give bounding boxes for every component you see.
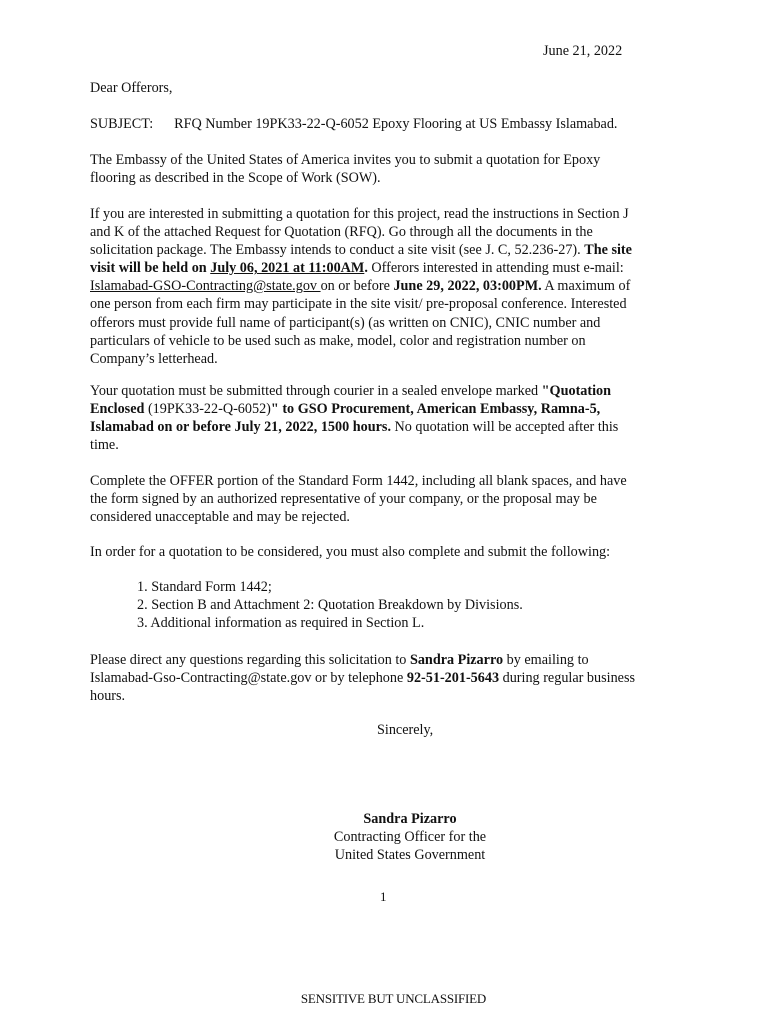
contact-name: Sandra Pizarro bbox=[409, 652, 504, 668]
text-span: (19PK33-22-Q-6052) bbox=[144, 401, 271, 418]
text-line bbox=[90, 259, 680, 277]
text-line bbox=[90, 241, 680, 259]
text-line: offerors must provide full name of participant(s) (as written on CNIC), CNIC number and bbox=[90, 314, 601, 331]
text-line: Company’s letterhead. bbox=[90, 350, 218, 367]
text-line: flooring as described in the Scope of Work (SOW). bbox=[90, 170, 381, 187]
text-span: on or before bbox=[320, 278, 394, 295]
list-item: 3. Additional information as required in Section L. bbox=[137, 615, 425, 632]
text-line bbox=[90, 400, 680, 418]
requirements-list bbox=[137, 578, 523, 632]
text-span: No quotation will be accepted after this bbox=[391, 419, 619, 436]
text-span: Your quotation must be submitted through courier in a sealed envelope marked bbox=[90, 383, 542, 399]
letter-date: June 21, 2022 bbox=[543, 43, 623, 59]
salutation: Dear Offerors, bbox=[90, 80, 173, 96]
paragraph-offer-form bbox=[90, 472, 680, 526]
classification-footer: SENSITIVE BUT UNCLASSIFIED bbox=[300, 991, 487, 1006]
contact-phone: 92-51-201-5643 bbox=[406, 670, 500, 687]
signer-title: United States Government bbox=[334, 847, 486, 864]
list-item: 2. Section B and Attachment 2: Quotation Breakdown by Divisions. bbox=[137, 597, 523, 614]
text-line: considered unacceptable and may be rejected. bbox=[90, 509, 350, 526]
paragraph-site-visit bbox=[90, 205, 680, 368]
bold-text: Enclosed bbox=[90, 401, 145, 418]
signature-block bbox=[300, 810, 520, 864]
bold-text: The site bbox=[584, 242, 632, 259]
site-visit-date: July 06, 2021 at 11:00AM bbox=[210, 260, 365, 277]
text-line bbox=[90, 418, 680, 436]
subject-label: SUBJECT: bbox=[90, 116, 154, 132]
bold-text: "Quotation bbox=[541, 383, 612, 399]
text-span: Islamabad-Gso-Contracting@state.gov or by telephone bbox=[90, 670, 407, 687]
closing: Sincerely, bbox=[377, 722, 434, 738]
list-item: 1. Standard Form 1442; bbox=[137, 579, 272, 595]
text-line: hours. bbox=[90, 688, 126, 705]
signer-name: Sandra Pizarro bbox=[363, 811, 457, 827]
signer-title: Contracting Officer for the bbox=[333, 829, 487, 846]
text-line: The Embassy of the United States of America invites you to submit a quotation for Epoxy bbox=[90, 152, 601, 168]
text-span: during regular business bbox=[499, 670, 636, 687]
rsvp-deadline: June 29, 2022, 03:00PM. bbox=[393, 278, 542, 295]
text-span: Please direct any questions regarding this solicitation to bbox=[90, 652, 410, 668]
text-line bbox=[90, 651, 680, 669]
text-line: the form signed by an authorized representative of your company, or the proposal may be bbox=[90, 491, 597, 508]
text-line bbox=[90, 669, 680, 687]
bold-text: . bbox=[364, 260, 368, 277]
paragraph-contact bbox=[90, 651, 680, 705]
paragraph-requirements-intro: In order for a quotation to be considered, you must also complete and submit the following: bbox=[90, 544, 611, 560]
text-line: If you are interested in submitting a quotation for this project, read the instructions in Section J bbox=[90, 206, 629, 222]
paragraph-submission bbox=[90, 382, 680, 454]
subject-line bbox=[90, 115, 617, 133]
text-line: and K of the attached Request for Quotation (RFQ). Go through all the documents in the bbox=[90, 224, 593, 241]
bold-text: visit will be held on bbox=[90, 260, 211, 277]
subject-text: RFQ Number 19PK33-22-Q-6052 Epoxy Flooring at US Embassy Islamabad. bbox=[174, 116, 618, 132]
text-span: by emailing to bbox=[503, 652, 589, 668]
page-number: 1 bbox=[380, 889, 387, 904]
bold-text: " to GSO Procurement, American Embassy, Ramna-5, bbox=[270, 401, 601, 418]
text-line bbox=[90, 277, 680, 295]
text-line: Complete the OFFER portion of the Standard Form 1442, including all blank spaces, and have bbox=[90, 473, 627, 489]
text-line: particulars of vehicle to be used such as make, model, color and registration number on bbox=[90, 332, 586, 349]
text-span: A maximum of bbox=[541, 278, 631, 295]
submission-deadline: Islamabad on or before July 21, 2022, 1500 hours. bbox=[90, 419, 391, 436]
text-line bbox=[90, 382, 680, 400]
text-span: Offerors interested in attending must e-mail: bbox=[367, 260, 624, 277]
text-line: one person from each firm may participate in the site visit/ pre-proposal conference. Interested bbox=[90, 296, 627, 313]
paragraph-invitation bbox=[90, 151, 680, 187]
text-line: time. bbox=[90, 437, 119, 454]
text-span: solicitation package. The Embassy intends to conduct a site visit (see J. C, 52.236-27). bbox=[90, 242, 585, 259]
contracting-email-link[interactable]: Islamabad-GSO-Contracting@state.gov bbox=[90, 278, 321, 295]
